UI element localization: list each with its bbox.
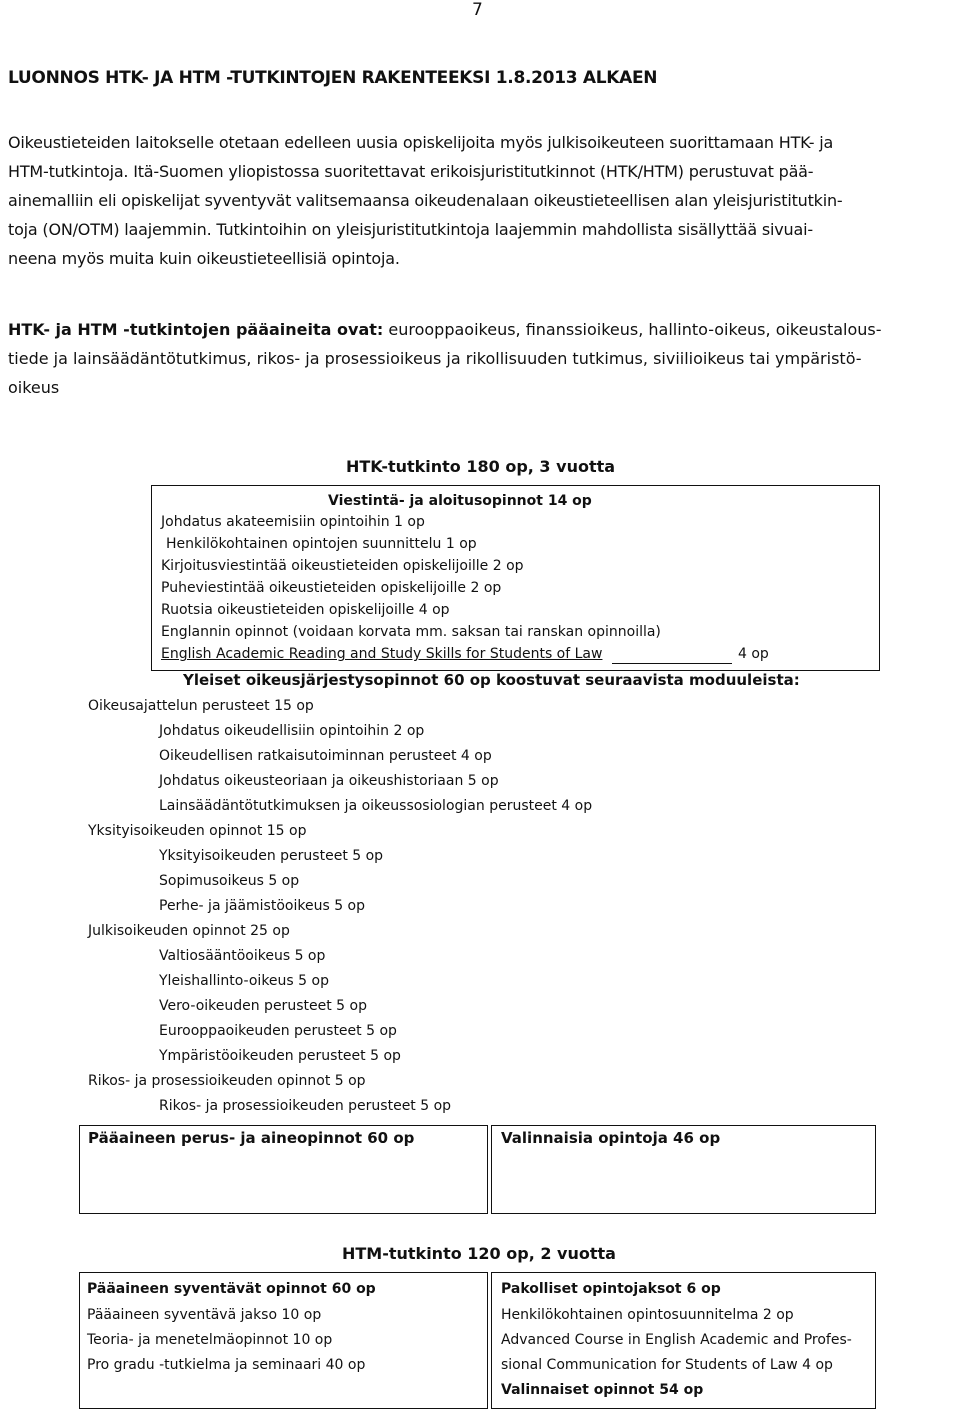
mandatory-course: Henkilökohtainen opintosuunnitelma 2 op (501, 1307, 794, 1323)
subjects-list: eurooppaoikeus, finanssioikeus, hallinto-oikeus, oikeustalous- (383, 320, 882, 339)
subjects-lead: HTK- ja HTM -tutkintojen pääaineita ovat: (8, 320, 384, 339)
advanced-course: Pro gradu -tutkielma ja seminaari 40 op (87, 1357, 366, 1373)
module-course: Perhe- ja jäämistöoikeus 5 op (159, 898, 366, 914)
module-course: Ympäristöoikeuden perusteet 5 op (159, 1048, 401, 1064)
intro-paragraph (8, 128, 952, 273)
intro-line: Oikeustieteiden laitokselle otetaan edelleen uusia opiskelijoita myös julkisoikeuteen suorittamaan HTK- ja (8, 133, 834, 152)
elective-studies-label: Valinnaisia opintoja 46 op (501, 1129, 721, 1147)
mandatory-courses-heading: Pakolliset opintojaksot 6 op (501, 1281, 721, 1297)
intro-studies-heading: Viestintä- ja aloitusopinnot 14 op (328, 493, 592, 509)
module-course: Lainsäädäntötutkimuksen ja oikeussosiologian perusteet 4 op (159, 798, 593, 814)
document-title: LUONNOS HTK- JA HTM -TUTKINTOJEN RAKENTEEKSI 1.8.2013 ALKAEN (8, 68, 658, 88)
mandatory-course: sional Communication for Students of Law 4 op (501, 1357, 833, 1373)
module-course: Rikos- ja prosessioikeuden perusteet 5 op (159, 1098, 452, 1114)
intro-course: Ruotsia oikeustieteiden opiskelijoille 4 op (161, 602, 450, 618)
module-course: Eurooppaoikeuden perusteet 5 op (159, 1023, 397, 1039)
intro-course: Henkilökohtainen opintojen suunnittelu 1 op (166, 536, 477, 552)
intro-course: Englannin opinnot (voidaan korvata mm. saksan tai ranskan opinnoilla) (161, 624, 661, 640)
subjects-line (8, 315, 952, 344)
module-course: Johdatus oikeudellisiin opintoihin 2 op (159, 723, 425, 739)
htk-heading: HTK-tutkinto 180 op, 3 vuotta (346, 457, 616, 476)
htm-heading: HTM-tutkinto 120 op, 2 vuotta (342, 1244, 616, 1263)
advanced-course: Teoria- ja menetelmäopinnot 10 op (87, 1332, 333, 1348)
intro-course: English Academic Reading and Study Skills for Students of Law (161, 646, 603, 662)
main-subjects-paragraph (8, 315, 952, 402)
intro-course: Puheviestintää oikeustieteiden opiskelijoille 2 op (161, 580, 502, 596)
module-course: Yksityisoikeuden perusteet 5 op (159, 848, 384, 864)
module-course: Johdatus oikeusteoriaan ja oikeushistoriaan 5 op (159, 773, 499, 789)
intro-line: neena myös muita kuin oikeustieteellisiä opintoja. (8, 249, 400, 268)
elective-studies-note: Valinnaiset opinnot 54 op (501, 1382, 704, 1398)
intro-course: Johdatus akateemisiin opintoihin 1 op (161, 514, 425, 530)
subjects-line: tiede ja lainsäädäntötutkimus, rikos- ja prosessioikeus ja rikollisuuden tutkimus, siviilioikeus tai ympäristö- (8, 349, 862, 368)
intro-course: Kirjoitusviestintää oikeustieteiden opiskelijoille 2 op (161, 558, 524, 574)
module-course: Sopimusoikeus 5 op (159, 873, 300, 889)
module-title: Oikeusajattelun perusteet 15 op (88, 698, 314, 714)
intro-course-credits: 4 op (738, 646, 769, 662)
course-underline-filler (612, 646, 732, 664)
intro-line: ainemalliin eli opiskelijat syventyvät valitsemaansa oikeudenalaan oikeustieteellisen alan yleisjuristitutkin- (8, 191, 843, 210)
intro-studies-box (151, 485, 880, 671)
advanced-studies-heading: Pääaineen syventävät opinnot 60 op (87, 1281, 376, 1297)
page-number: 7 (472, 0, 483, 20)
intro-line: HTM-tutkintoja. Itä-Suomen yliopistossa suoritettavat erikoisjuristitutkinnot (HTK/HTM) perustuvat pää- (8, 162, 814, 181)
module-course: Valtiosääntöoikeus 5 op (159, 948, 326, 964)
advanced-course: Pääaineen syventävä jakso 10 op (87, 1307, 322, 1323)
module-course: Oikeudellisen ratkaisutoiminnan perusteet 4 op (159, 748, 492, 764)
intro-line: toja (ON/OTM) laajemmin. Tutkintoihin on yleisjuristitutkintoja laajemmin mahdollista sisällyttää sivuai- (8, 220, 813, 239)
module-course: Yleishallinto-oikeus 5 op (159, 973, 329, 989)
subjects-line: oikeus (8, 378, 60, 397)
module-title: Rikos- ja prosessioikeuden opinnot 5 op (88, 1073, 366, 1089)
module-title: Yksityisoikeuden opinnot 15 op (88, 823, 307, 839)
core-studies-heading: Yleiset oikeusjärjestysopinnot 60 op koostuvat seuraavista moduuleista: (183, 671, 800, 689)
module-course: Vero-oikeuden perusteet 5 op (159, 998, 367, 1014)
mandatory-course: Advanced Course in English Academic and Profes- (501, 1332, 852, 1348)
main-subject-label: Pääaineen perus- ja aineopinnot 60 op (88, 1129, 415, 1147)
module-title: Julkisoikeuden opinnot 25 op (88, 923, 290, 939)
